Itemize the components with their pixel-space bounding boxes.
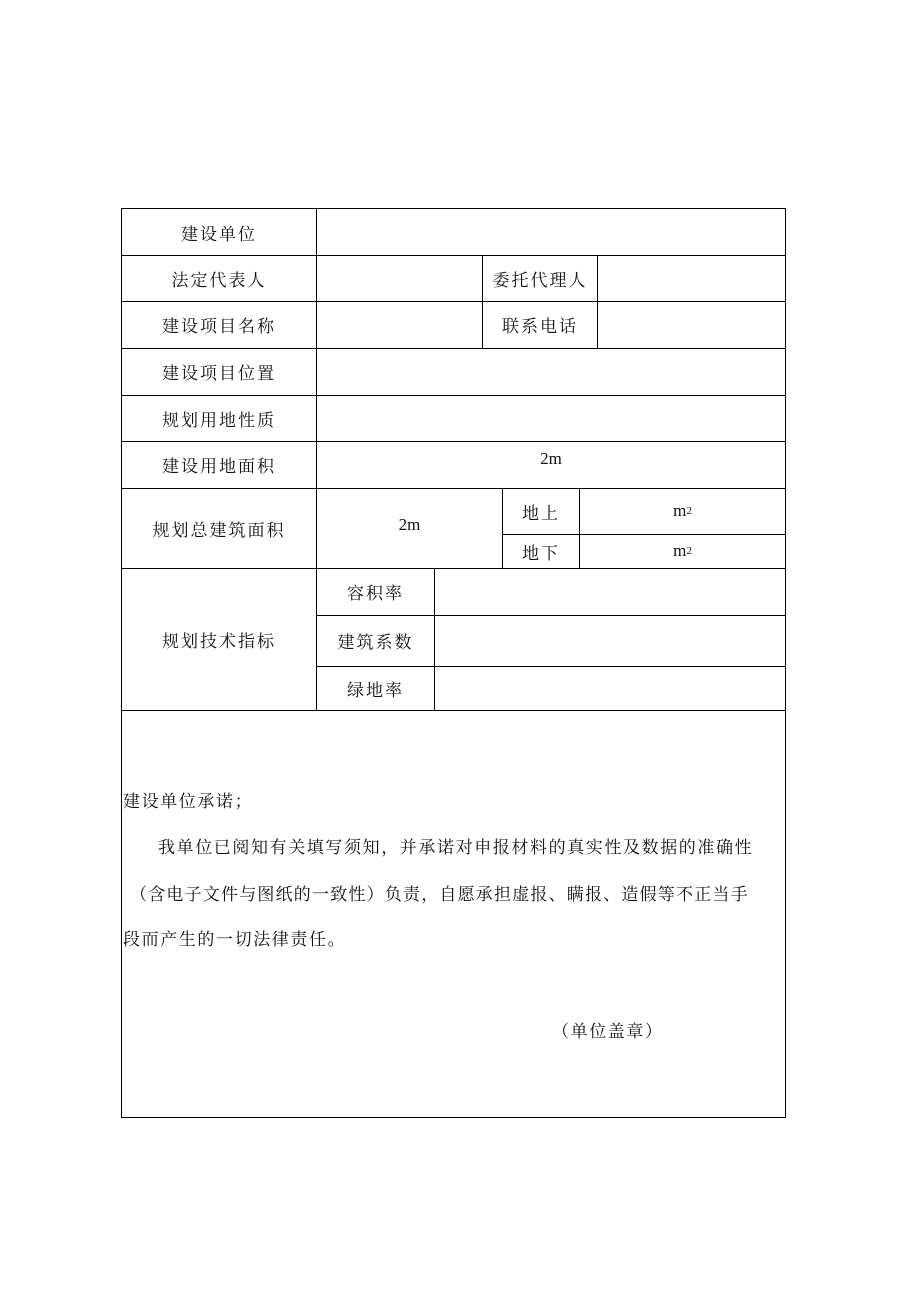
label-construction-unit: 建设单位 xyxy=(181,224,257,245)
field-land-area[interactable] xyxy=(317,435,785,482)
label-legal-representative: 法定代表人 xyxy=(171,270,267,291)
field-legal-representative[interactable] xyxy=(317,255,482,301)
total-floor-area-unit: 2m xyxy=(398,515,421,534)
label-contact-phone: 联系电话 xyxy=(502,317,578,337)
field-total-floor-area[interactable] xyxy=(317,488,502,562)
application-form-table xyxy=(121,208,786,1118)
field-project-location[interactable] xyxy=(317,348,785,395)
land-area-unit: 2m xyxy=(540,448,562,468)
label-green-ratio: 绿地率 xyxy=(347,680,404,701)
field-building-coefficient[interactable] xyxy=(435,615,785,666)
commitment-line-3: 段而产生的一切法律责任。 xyxy=(123,930,347,950)
label-project-location: 建设项目位置 xyxy=(162,364,276,384)
field-above-ground[interactable]: m 2 xyxy=(673,501,692,520)
field-construction-unit[interactable] xyxy=(317,209,785,255)
label-land-area: 建设用地面积 xyxy=(162,457,276,477)
field-entrusted-agent[interactable] xyxy=(598,255,785,301)
label-land-use-nature: 规划用地性质 xyxy=(162,410,276,431)
row-line xyxy=(122,710,785,711)
commitment-line-1: 我单位已阅知有关填写须知，并承诺对申报材料的真实性及数据的准确性 xyxy=(158,838,754,858)
field-contact-phone[interactable] xyxy=(598,301,785,348)
label-plot-ratio: 容积率 xyxy=(347,584,404,604)
label-building-coefficient: 建筑系数 xyxy=(337,633,414,653)
seal-label: （单位盖章） xyxy=(552,1022,664,1042)
label-below-ground: 地下 xyxy=(522,543,560,564)
field-plot-ratio[interactable] xyxy=(435,568,785,615)
commitment-heading: 建设单位承诺； xyxy=(123,792,254,812)
below-ground-unit: m xyxy=(673,541,687,560)
label-above-ground: 地上 xyxy=(522,503,560,524)
field-project-name[interactable] xyxy=(317,301,482,348)
label-entrusted-agent: 委托代理人 xyxy=(492,270,588,291)
commitment-line-2: （含电子文件与图纸的一致性）负责，自愿承担虚报、瞒报、造假等不正当手 xyxy=(130,885,749,905)
field-green-ratio[interactable] xyxy=(435,666,785,710)
label-total-floor-area: 规划总建筑面积 xyxy=(152,520,286,541)
field-below-ground[interactable]: m 2 xyxy=(673,541,692,560)
label-technical-indicators: 规划技术指标 xyxy=(162,631,276,652)
above-ground-unit: m xyxy=(673,501,687,520)
label-project-name: 建设项目名称 xyxy=(162,317,276,337)
